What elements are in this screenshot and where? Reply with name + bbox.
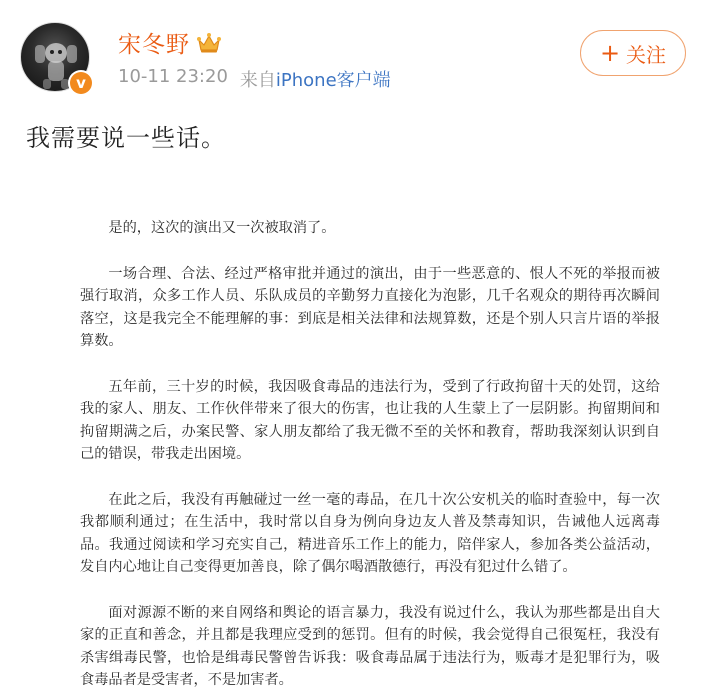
statement-image[interactable] — [80, 192, 660, 688]
follow-button[interactable] — [580, 30, 686, 76]
follow-label: 关注 — [626, 42, 667, 67]
crown-icon[interactable] — [196, 32, 222, 54]
post-source-prefix: 来自 — [239, 70, 276, 91]
verified-v-icon: v — [70, 72, 92, 94]
post-header — [0, 0, 721, 110]
post-source-device[interactable]: iPhone客户端 — [275, 70, 391, 91]
post-meta — [118, 66, 391, 92]
plus-icon: + — [599, 39, 621, 67]
statement-paragraph-2: 一场合理、合法、经过严格审批并通过的演出，由于一些恶意的、恨人不死的举报而被强行取消，众多工作人员、乐队成员的辛勤努力直接化为泡影，几千名观众的期待再次瞬间落空，这是我完全不能理解的事：到底是相关法律和法规算数，还是个别人只言片语的举报算数。 — [80, 265, 660, 349]
statement-paragraph-3: 五年前，三十岁的时候，我因吸食毒品的违法行为，受到了行政拘留十天的处罚，这给我的家人、朋友、工作伙伴带来了很大的伤害，也让我的人生蒙上了一层阴影。拘留期间和拘留期满之后，办案民警、家人朋友都给了我无微不至的关怀和教育，帮助我深刻认识到自己的错误，带我走出困境。 — [80, 378, 660, 462]
statement-paragraph-4: 在此之后，我没有再触碰过一丝一毫的毒品，在几十次公安机关的临时查验中，每一次我都顺利通过；在生活中，我时常以自身为例向身边友人普及禁毒知识，告诫他人远离毒品。我通过阅读和学习充实自己，精进音乐工作上的能力，陪伴家人，参加各类公益活动，发自内心地让自己变得更加善良，除了偶尔喝酒散德行，再没有犯过什么错了。 — [80, 491, 660, 575]
post-time: 10-11 23:20 — [118, 66, 228, 87]
username-row — [118, 26, 222, 59]
statement-paragraph-1: 是的，这次的演出又一次被取消了。 — [108, 220, 336, 236]
avatar-container[interactable] — [20, 22, 96, 98]
username[interactable]: 宋冬野 — [118, 32, 190, 58]
verified-badge — [68, 70, 94, 96]
statement-paragraph-5: 面对源源不断的来自网络和舆论的语言暴力，我没有说过什么，我认为那些都是出自大家的正直和善念，并且都是我理应受到的惩罚。但有的时候，我会觉得自己很冤枉，我没有杀害缉毒民警，也恰是缉毒民警曾告诉我：吸食毒品属于违法行为，贩毒才是犯罪行为，吸食毒品者是受害者，不是加害者。 — [80, 604, 660, 688]
post-text: 我需要说一些话。 — [26, 124, 226, 152]
